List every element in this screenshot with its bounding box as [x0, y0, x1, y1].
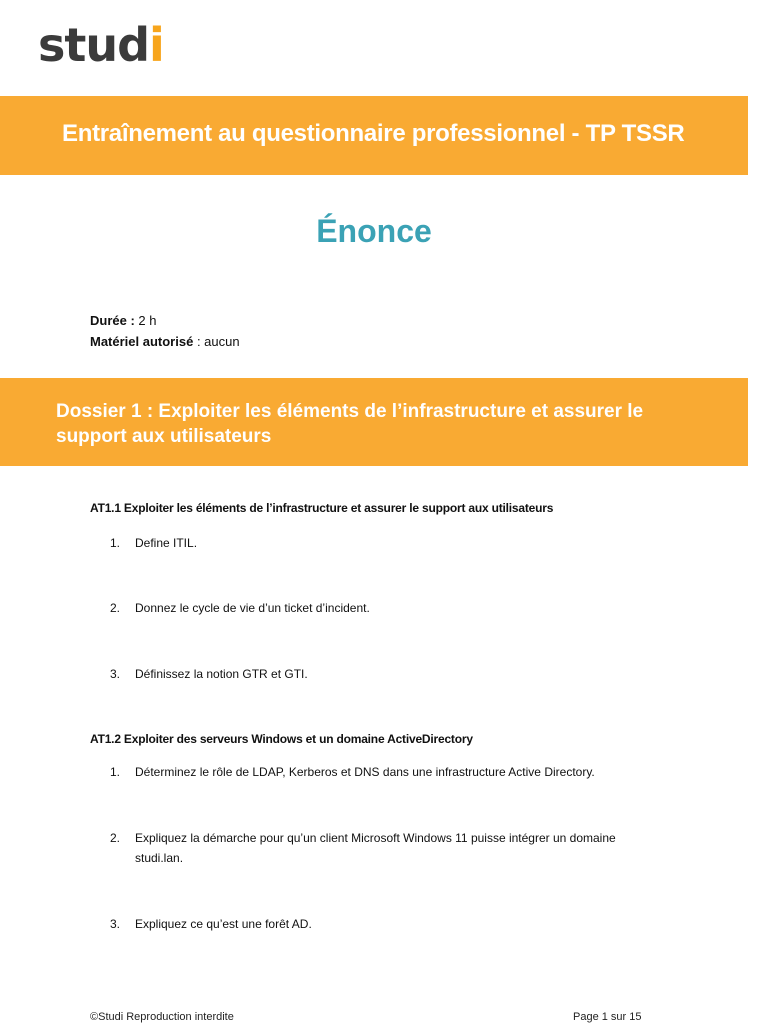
duration-value: 2 h: [134, 313, 157, 328]
item-number: 2.: [110, 601, 121, 615]
section-title-at1-1: AT1.1 Exploiter les éléments de l’infrastructure et assurer le support aux utilisateurs: [90, 501, 554, 515]
studi-logo: [38, 18, 164, 72]
material-value: : aucun: [193, 334, 240, 349]
item-number: 1.: [110, 765, 121, 779]
duration-label: Durée :: [90, 313, 135, 328]
duration-line: [90, 313, 156, 328]
item-number: 2.: [110, 831, 121, 845]
section-title-at1-2: AT1.2 Exploiter des serveurs Windows et un domaine ActiveDirectory: [90, 732, 473, 746]
item-text: Donnez le cycle de vie d’un ticket d’incident.: [135, 601, 370, 615]
item-number: 3.: [110, 667, 121, 681]
item-text: Define ITIL.: [135, 536, 198, 550]
item-text: Déterminez le rôle de LDAP, Kerberos et DNS dans une infrastructure Active Directory.: [135, 765, 595, 779]
material-line: [90, 334, 240, 349]
logo-text: stud: [38, 18, 150, 72]
item-text: Définissez la notion GTR et GTI.: [135, 667, 308, 681]
footer-copyright: ©Studi Reproduction interdite: [90, 1011, 234, 1023]
item-number: 1.: [110, 536, 121, 550]
item-text: Expliquez la démarche pour qu’un client Microsoft Windows 11 puisse intégrer un domaine studi.lan.: [135, 831, 616, 865]
document-title: Entraînement au questionnaire professionnel - TP TSSR: [62, 120, 685, 147]
material-label: Matériel autorisé: [90, 334, 194, 349]
item-text: Expliquez ce qu’est une forêt AD.: [135, 917, 312, 931]
title-banner: [0, 96, 748, 175]
logo-accent: i: [149, 18, 164, 72]
page-heading: Énonce: [316, 213, 432, 249]
dossier-title: Dossier 1 : Exploiter les éléments de l’infrastructure et assurer le support aux utilisateurs: [56, 401, 644, 447]
item-number: 3.: [110, 917, 121, 931]
dossier-banner: [0, 378, 748, 466]
footer-page-number: Page 1 sur 15: [573, 1011, 642, 1023]
